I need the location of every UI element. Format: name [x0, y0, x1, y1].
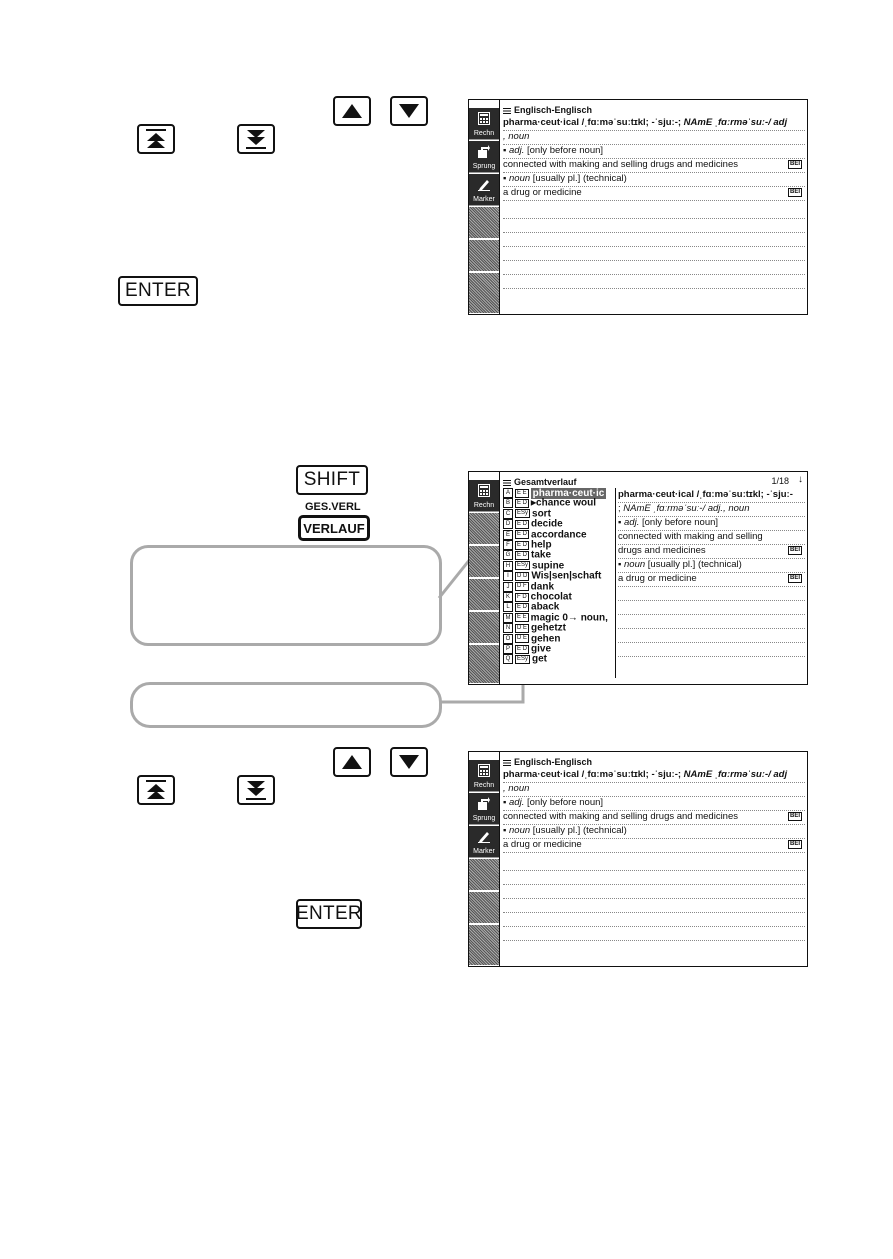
- entry-line: connected with making and selling drugs and medicines BEI: [503, 810, 805, 825]
- history-item-letter: H: [503, 561, 513, 571]
- history-item-word: aback: [531, 602, 560, 614]
- preview-line: ; NAmE ˌfɑːrməˈsuː-/ adj., noun: [618, 502, 805, 517]
- history-item-word: sort: [532, 508, 551, 520]
- history-item-letter: A: [503, 488, 513, 498]
- history-item-letter: K: [503, 592, 513, 602]
- history-item[interactable]: [503, 550, 551, 560]
- ges-verl-label: GES.VERL: [305, 501, 361, 513]
- example-badge[interactable]: BEI: [789, 189, 800, 195]
- history-item-word: give: [531, 643, 552, 655]
- history-item-letter: D: [503, 519, 513, 529]
- example-badge[interactable]: BEI: [789, 161, 800, 167]
- page-down-key[interactable]: [237, 775, 275, 805]
- entry-line: ▪ adj. [only before noun]: [503, 144, 805, 159]
- verlauf-key[interactable]: VERLAUF: [298, 515, 370, 541]
- history-item[interactable]: [503, 488, 606, 498]
- dictionary-screen-2: [468, 751, 808, 967]
- history-item[interactable]: [503, 592, 572, 602]
- up-arrow-key[interactable]: [333, 747, 371, 777]
- history-item-word: accordance: [531, 529, 587, 541]
- dictionary-tag: E D: [517, 520, 528, 527]
- entry-line: pharma·ceut·ical /ˌfɑːməˈsuːtɪkl; -ˈsjuː-; NAmE ˌfɑːrməˈsuː-/ adj: [503, 116, 805, 131]
- history-item-word: take: [531, 550, 552, 562]
- dictionary-tag: E D: [517, 531, 528, 538]
- history-item-letter: F: [503, 540, 513, 550]
- entry-line: a drug or medicine BEI: [503, 838, 805, 853]
- page-counter: 1/18: [771, 476, 789, 486]
- sidebar-empty-slot: [469, 892, 499, 924]
- history-item[interactable]: [503, 602, 559, 612]
- example-badge[interactable]: BEI: [789, 575, 800, 581]
- dictionary-tag: ESy: [517, 655, 529, 662]
- calculator-icon: [478, 764, 490, 777]
- triangle-down-icon: [399, 755, 419, 769]
- dictionary-tag: E D: [517, 603, 528, 610]
- history-item-word: pharma·ceut·ic: [532, 487, 605, 499]
- dictionary-tag: E D: [517, 499, 528, 506]
- history-item[interactable]: [503, 613, 608, 623]
- history-item-word: dank: [530, 581, 555, 593]
- grid-icon: [503, 478, 511, 486]
- rechn-button[interactable]: Rechn: [469, 480, 499, 512]
- enter-key[interactable]: ENTER: [118, 276, 198, 306]
- history-item[interactable]: [503, 623, 566, 633]
- example-badge[interactable]: BEI: [789, 841, 800, 847]
- history-item-letter: N: [503, 623, 513, 633]
- dictionary-tag: E E: [517, 489, 527, 496]
- history-item-word: ▸chance woul: [531, 498, 597, 510]
- dictionary-tag: E D: [517, 541, 528, 548]
- history-item-letter: L: [503, 602, 513, 612]
- history-item-letter: J: [503, 582, 513, 592]
- entry-line: , noun: [503, 130, 805, 145]
- preview-line: a drug or medicine BEI: [618, 572, 805, 587]
- entry-line: , noun: [503, 782, 805, 797]
- entry-line: a drug or medicine BEI: [503, 186, 805, 201]
- history-item-letter: Q: [503, 654, 513, 664]
- history-item[interactable]: [503, 530, 587, 540]
- history-item-word: decide: [531, 518, 563, 530]
- history-item[interactable]: [503, 519, 563, 529]
- history-item[interactable]: [503, 634, 560, 644]
- double-triangle-down-icon: [246, 780, 266, 800]
- screen-header: Gesamtverlauf: [503, 477, 577, 487]
- dictionary-tag: D F: [517, 583, 527, 590]
- history-item-letter: M: [503, 613, 513, 623]
- down-arrow-key[interactable]: [390, 747, 428, 777]
- enter-key[interactable]: ENTER: [296, 899, 362, 929]
- sidebar-empty-slot: [469, 859, 499, 891]
- history-item-letter: I: [503, 571, 513, 581]
- dictionary-tag: D D: [517, 572, 528, 579]
- double-triangle-up-icon: [146, 780, 166, 800]
- scroll-down-arrow-icon[interactable]: ↓: [798, 474, 803, 485]
- history-item-word: get: [532, 654, 548, 666]
- preview-line: ▪ noun [usually pl.] (technical): [618, 558, 805, 573]
- marker-button[interactable]: Marker: [469, 826, 499, 858]
- history-item[interactable]: [503, 561, 564, 571]
- dictionary-tag: E E: [517, 614, 527, 621]
- history-item-word: gehetzt: [531, 622, 567, 634]
- history-item-word: magic 0→ noun,: [530, 612, 608, 624]
- sprung-button[interactable]: Sprung: [469, 793, 499, 825]
- pane-divider: [615, 488, 616, 678]
- history-item-letter: P: [503, 644, 513, 654]
- shift-key[interactable]: SHIFT: [296, 465, 368, 495]
- sidebar: [469, 472, 500, 684]
- screen-header: Englisch-Englisch: [503, 757, 592, 767]
- sidebar-empty-slot: [469, 612, 499, 644]
- entry-line: connected with making and selling drugs and medicines BEI: [503, 158, 805, 173]
- preview-line: pharma·ceut·ical /ˌfɑːməˈsuːtɪkl; -ˈsjuː-: [618, 488, 805, 503]
- sidebar-empty-slot: [469, 925, 499, 966]
- history-item-word: help: [531, 539, 552, 551]
- entry-line: ▪ noun [usually pl.] (technical): [503, 824, 805, 839]
- triangle-up-icon: [342, 755, 362, 769]
- history-item[interactable]: [503, 571, 601, 581]
- example-badge[interactable]: BEI: [789, 547, 800, 553]
- history-item-letter: O: [503, 634, 513, 644]
- history-item[interactable]: [503, 540, 552, 550]
- dictionary-tag: E D: [517, 551, 528, 558]
- history-item-word: chocolat: [530, 591, 572, 603]
- dictionary-tag: F D: [517, 593, 527, 600]
- history-item-letter: B: [503, 498, 513, 508]
- history-item-word: gehen: [531, 633, 561, 645]
- history-item[interactable]: [503, 509, 551, 519]
- history-item[interactable]: [503, 582, 554, 592]
- calculator-icon: [478, 484, 490, 497]
- grid-icon: [503, 758, 511, 766]
- preview-line: ▪ adj. [only before noun]: [618, 516, 805, 531]
- entry-line: pharma·ceut·ical /ˌfɑːməˈsuːtɪkl; -ˈsjuː-; NAmE ˌfɑːrməˈsuː-/ adj: [503, 768, 805, 783]
- rechn-button[interactable]: Rechn: [469, 108, 499, 140]
- sidebar-empty-slot: [469, 645, 499, 684]
- sidebar-empty-slot: [469, 513, 499, 545]
- sidebar: [469, 752, 500, 966]
- jump-icon: [478, 797, 490, 810]
- rechn-button[interactable]: Rechn: [469, 760, 499, 792]
- sprung-button[interactable]: Sprung: [469, 141, 499, 173]
- history-item-letter: E: [503, 530, 513, 540]
- sidebar-empty-slot: [469, 546, 499, 578]
- dictionary-tag: E D: [517, 645, 528, 652]
- dictionary-tag: ESy: [517, 562, 529, 569]
- example-badge[interactable]: BEI: [789, 813, 800, 819]
- history-item-letter: G: [503, 550, 513, 560]
- history-screen: [468, 471, 808, 685]
- history-item[interactable]: [503, 644, 551, 654]
- history-item-letter: C: [503, 509, 513, 519]
- dictionary-tag: D E: [517, 624, 528, 631]
- screen-header: Englisch-Englisch: [503, 105, 592, 115]
- marker-pen-icon: [478, 830, 490, 843]
- dictionary-tag: D E: [517, 635, 528, 642]
- marker-button[interactable]: Marker: [469, 174, 499, 206]
- preview-line: connected with making and selling: [618, 530, 805, 545]
- page-up-key[interactable]: [137, 775, 175, 805]
- history-item-word: supine: [532, 560, 565, 572]
- entry-line: ▪ adj. [only before noun]: [503, 796, 805, 811]
- history-item-word: Wis|sen|schaft: [531, 570, 602, 582]
- history-item[interactable]: [503, 654, 547, 664]
- sidebar-empty-slot: [469, 579, 499, 611]
- dictionary-tag: ESy: [517, 510, 529, 517]
- entry-line: ▪ noun [usually pl.] (technical): [503, 172, 805, 187]
- history-item[interactable]: [503, 498, 596, 508]
- preview-line: drugs and medicines BEI: [618, 544, 805, 559]
